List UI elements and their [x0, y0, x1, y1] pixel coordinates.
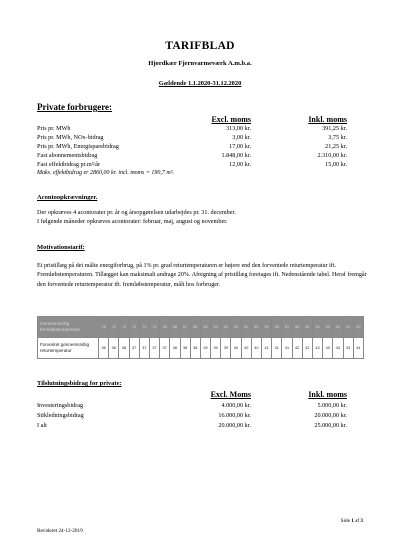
- flow-temperature-cell: 67: [180, 317, 190, 338]
- return-temperature-cell: 43: [312, 338, 322, 359]
- aconto-heading: Acontoopkrævninger.: [37, 194, 98, 201]
- price-row-label: Fast effektbidrag pr.m²/år: [37, 161, 101, 168]
- return-temperature-cell: 40: [241, 338, 251, 359]
- price-row-excl: 3,00 kr.: [232, 134, 251, 141]
- flow-temperature-row: [38, 317, 364, 338]
- flow-temperature-cell: 53: [323, 317, 333, 338]
- flow-temperature-cell: 68: [170, 317, 180, 338]
- flow-temperature-cell: 60: [251, 317, 261, 338]
- return-temperature-cell: 36: [119, 338, 129, 359]
- connection-col-incl-header: Inkl. moms: [308, 390, 347, 399]
- return-temperature-cell: 40: [251, 338, 261, 359]
- page-prefix: Side: [340, 518, 350, 524]
- flow-temperature-cell: 52: [333, 317, 343, 338]
- return-temperature-cell: 42: [302, 338, 312, 359]
- private-col-incl-header: Inkl. moms: [308, 115, 347, 124]
- connection-row-label: I alt: [37, 422, 47, 429]
- return-temperature-cell: 36: [99, 338, 109, 359]
- return-temperature-row: [38, 338, 364, 359]
- flow-temperature-cell: 51: [343, 317, 353, 338]
- flow-temperature-cell: 56: [292, 317, 302, 338]
- price-row-excl: 1.848,00 kr.: [221, 152, 251, 159]
- connection-row-incl: 20.000,00 kr.: [314, 412, 347, 419]
- return-temperature-cell: 38: [170, 338, 180, 359]
- flow-temperature-cell: 55: [302, 317, 312, 338]
- flow-temperature-cell: 54: [312, 317, 322, 338]
- connection-row-excl: 4.000,00 kr.: [221, 402, 251, 409]
- flow-temperature-cell: 63: [221, 317, 231, 338]
- motivation-text: Et pristillæg på det målte energiforbrug, på 1% pr. grad returtemperaturen er højere end den forventede returtemperatur ift. Fremløbstemperaturen. Tillægget kan maksimalt andrage 20%. Afregning af pristillæg foretages ift. Nedenstående tabel. Heraf fremgår den forventede returtemperatur ift. fremløbstemperatur, målt hos forbruger.: [37, 263, 367, 288]
- page-current: 1: [351, 518, 354, 524]
- return-temperature-cell: 43: [333, 338, 343, 359]
- price-row-incl: 21,25 kr.: [325, 143, 347, 150]
- price-row-incl: 2.310,00 kr.: [317, 152, 347, 159]
- temperature-table: [37, 316, 364, 359]
- aconto-line: I følgende måneder opkræves acontorater: februar, maj, august og november.: [37, 218, 228, 225]
- flow-temperature-cell: 73: [119, 317, 129, 338]
- price-row-label: Pris pr. MWh: [37, 125, 71, 132]
- connection-heading: Tilslutningsbidrag for private:: [37, 380, 122, 387]
- flow-temperature-cell: 59: [262, 317, 272, 338]
- flow-temperature-cell: 70: [149, 317, 159, 338]
- return-temperature-cell: 39: [200, 338, 210, 359]
- return-temperature-cell: 41: [272, 338, 282, 359]
- private-section-heading: Private forbrugere:: [37, 102, 113, 112]
- page-of: af: [355, 518, 360, 524]
- validity-period: Gældende 1.1.2020-31.12.2020: [158, 80, 242, 87]
- price-row-excl: 17,00 kr.: [229, 143, 251, 150]
- return-temperature-cell: 37: [160, 338, 170, 359]
- flow-temperature-cell: 57: [282, 317, 292, 338]
- return-temperature-cell: 43: [343, 338, 353, 359]
- price-row-label: Pris pr. MWh, NOx-bidrag: [37, 134, 104, 141]
- price-row-label: Pris pr. MWh, Energisparebidrag: [37, 143, 119, 150]
- price-row-excl: 12,00 kr.: [229, 161, 251, 168]
- flow-temperature-cell: 58: [272, 317, 282, 338]
- return-temperature-cell: 39: [221, 338, 231, 359]
- connection-row-excl: 16.000,00 kr.: [218, 412, 251, 419]
- return-temperature-cell: 41: [282, 338, 292, 359]
- connection-row-incl: 25.000,00 kr.: [314, 422, 347, 429]
- company-name: Hjordkær Fjernvarmeværk A.m.b.a.: [148, 60, 252, 67]
- motivation-heading: Motivationstarif:: [37, 244, 85, 251]
- return-temperature-cell: 40: [231, 338, 241, 359]
- return-temperature-cell: 36: [109, 338, 119, 359]
- return-temperature-cell: 42: [292, 338, 302, 359]
- return-temperature-cell: 37: [149, 338, 159, 359]
- return-temperature-cell: 43: [323, 338, 333, 359]
- document-title: TARIFBLAD: [165, 40, 235, 52]
- flow-temperature-cell: 71: [139, 317, 149, 338]
- revision-date: Revideret 24-12-2019: [37, 528, 83, 534]
- price-row-excl: 313,00 kr.: [226, 125, 251, 132]
- connection-row-incl: 5.000,00 kr.: [317, 402, 347, 409]
- price-row-incl: 391,25 kr.: [322, 125, 347, 132]
- aconto-line: Der opkræves 4 acontorater pr. år og årsopgørelsen udarbejdes pr. 31. december.: [37, 209, 236, 216]
- flow-temperature-cell: 65: [200, 317, 210, 338]
- max-effect-note: Maks. effektbidrag er 2860,00 kr. incl. moms = 190,7 m².: [37, 170, 174, 176]
- price-row-incl: 15,00 kr.: [325, 161, 347, 168]
- return-temperature-cell: 41: [262, 338, 272, 359]
- connection-col-excl-header: Excl. Moms: [210, 390, 251, 399]
- connection-row-label: Investeringsbidrag: [37, 402, 84, 409]
- flow-temperature-cell: 74: [109, 317, 119, 338]
- private-col-excl-header: Excl. moms: [211, 115, 251, 124]
- return-temperature-label: Forventet gennemsnitlig returtemperatur: [38, 338, 99, 359]
- return-temperature-cell: 38: [180, 338, 190, 359]
- flow-temperature-cell: 62: [231, 317, 241, 338]
- page-total: 3: [360, 518, 363, 524]
- connection-row-label: Stikledningsbidrag: [37, 412, 84, 419]
- flow-temperature-label: Gennemsnitlig fremløbstemperatur: [38, 317, 99, 338]
- return-temperature-cell: 44: [353, 338, 363, 359]
- flow-temperature-cell: 66: [190, 317, 200, 338]
- flow-temperature-cell: 72: [129, 317, 139, 338]
- flow-temperature-cell: 64: [211, 317, 221, 338]
- connection-row-excl: 20.000,00 kr.: [218, 422, 251, 429]
- flow-temperature-cell: 69: [160, 317, 170, 338]
- return-temperature-cell: 38: [190, 338, 200, 359]
- flow-temperature-cell: 76: [99, 317, 109, 338]
- return-temperature-cell: 39: [211, 338, 221, 359]
- return-temperature-cell: 37: [139, 338, 149, 359]
- page-number: [341, 518, 363, 524]
- price-row-label: Fast abonnementsbidrag: [37, 152, 98, 159]
- price-row-incl: 3,75 kr.: [328, 134, 347, 141]
- flow-temperature-cell: 61: [241, 317, 251, 338]
- return-temperature-cell: 37: [129, 338, 139, 359]
- flow-temperature-cell: 50: [353, 317, 363, 338]
